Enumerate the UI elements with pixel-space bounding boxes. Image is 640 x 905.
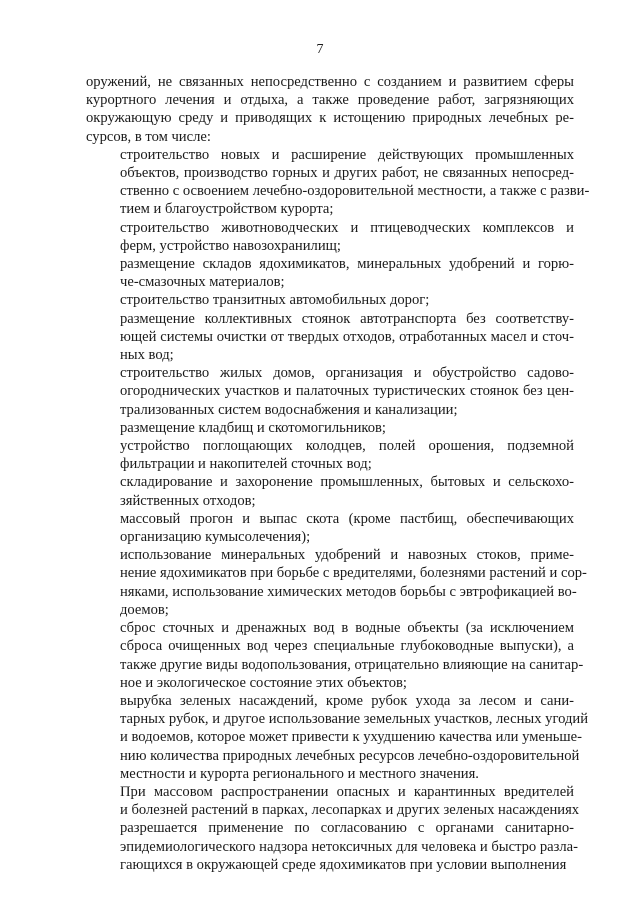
paragraph-line: гающихся в окружающей среде ядохимикатов при условии выполнения: [120, 856, 567, 873]
paragraph-line: зяйственных отходов;: [120, 492, 256, 509]
paragraph-line: огороднических участков и палаточных туристических стоянок без цен-: [120, 383, 574, 400]
paragraph-line: складирование и захоронение промышленных, бытовых и сельскохо-: [120, 474, 574, 491]
paragraph-line: ное и экологическое состояние этих объектов;: [120, 674, 407, 691]
paragraph-line: строительство животноводческих и птицеводческих комплексов и: [120, 219, 574, 236]
paragraph-line: тарных рубок, и другое использование земельных участков, лесных угодий: [120, 711, 589, 728]
paragraph-line: нию количества природных лечебных ресурсов лечебно-оздоровительной: [120, 747, 580, 764]
paragraph-line: сброса очищенных вод через специальные глубоководные выпуски), а: [120, 638, 574, 655]
document-body: [86, 73, 590, 874]
paragraph-line: устройство поглощающих колодцев, полей орошения, подземной: [120, 438, 574, 455]
paragraph-line: трализованных систем водоснабжения и канализации;: [120, 401, 458, 418]
paragraph-line: ющей системы очистки от твердых отходов, отработанных масел и сточ-: [120, 328, 574, 345]
paragraph: [86, 546, 587, 619]
paragraph-line: фильтрации и накопителей сточных вод;: [120, 456, 372, 473]
paragraph: [86, 310, 574, 365]
paragraph-line: тием и благоустройством курорта;: [120, 201, 334, 218]
paragraph-line: няками, использование химических методов борьбы с эвтрофикацией во-: [120, 583, 577, 600]
paragraph-line: использование минеральных удобрений и навозных стоков, приме-: [120, 547, 574, 564]
paragraph: [86, 291, 574, 309]
paragraph-line: строительство новых и расширение действующих промышленных: [120, 146, 574, 163]
paragraph: [86, 510, 574, 546]
paragraph: [86, 146, 590, 219]
paragraph: [86, 364, 574, 419]
paragraph: [86, 619, 584, 692]
paragraph-line: доемов;: [120, 601, 169, 618]
paragraph-line: сброс сточных и дренажных вод в водные объекты (за исключением: [120, 620, 574, 637]
paragraph-line: разрешается применение по согласованию с органами санитарно-: [120, 820, 574, 837]
paragraph-line: размещение складов ядохимикатов, минеральных удобрений и горю-: [120, 256, 574, 273]
page-number: 7: [316, 42, 324, 57]
paragraph-line: также другие виды водопользования, отрицательно влияющие на санитар-: [120, 656, 584, 673]
paragraph: [86, 692, 589, 783]
paragraph-line: местности и курорта регионального и местного значения.: [120, 765, 479, 782]
paragraph-line: окружающую среду и приводящих к истощению природных лечебных ре-: [86, 110, 574, 127]
paragraph-line: массовый прогон и выпас скота (кроме пастбищ, обеспечивающих: [120, 510, 574, 527]
paragraph-line: нение ядохимикатов при борьбе с вредителями, болезнями растений и сор-: [120, 565, 587, 582]
paragraph: [86, 473, 574, 509]
paragraph-line: размещение коллективных стоянок автотранспорта без соответству-: [120, 310, 574, 327]
paragraph: [86, 219, 574, 255]
paragraph-line: вырубка зеленых насаждений, кроме рубок ухода за лесом и сани-: [120, 692, 574, 709]
paragraph-line: и водоемов, которое может привести к ухудшению качества или уменьше-: [120, 729, 582, 746]
paragraph-line: ственно с освоением лечебно-оздоровительной местности, а также с разви-: [120, 183, 590, 200]
paragraph-line: эпидемиологического надзора нетоксичных для человека и быстро разла-: [120, 838, 579, 855]
paragraph-line: и болезней растений в парках, лесопарках и других зеленых насаждениях: [120, 802, 580, 819]
paragraph: [86, 783, 580, 874]
paragraph: [86, 437, 574, 473]
paragraph-line: ферм, устройство навозохранилищ;: [120, 237, 341, 254]
paragraph-line: строительство жилых домов, организация и обустройство садово-: [120, 365, 574, 382]
paragraph: [86, 73, 574, 146]
paragraph-line: оружений, не связанных непосредственно с созданием и развитием сферы: [86, 74, 574, 90]
paragraph-line: При массовом распространении опасных и карантинных вредителей: [120, 783, 574, 800]
paragraph: [86, 419, 574, 437]
paragraph-line: сурсов, в том числе:: [86, 128, 211, 145]
paragraph-line: ных вод;: [120, 347, 174, 364]
paragraph-line: размещение кладбищ и скотомогильников;: [120, 419, 386, 436]
paragraph-line: строительство транзитных автомобильных дорог;: [120, 292, 430, 309]
paragraph: [86, 255, 574, 291]
paragraph-line: че-смазочных материалов;: [120, 274, 285, 291]
paragraph-line: организацию кумысолечения);: [120, 529, 311, 546]
paragraph-line: курортного лечения и отдыха, а также проведение работ, загрязняющих: [86, 92, 574, 109]
paragraph-line: объектов, производство горных и других работ, не связанных непосред-: [120, 165, 574, 182]
